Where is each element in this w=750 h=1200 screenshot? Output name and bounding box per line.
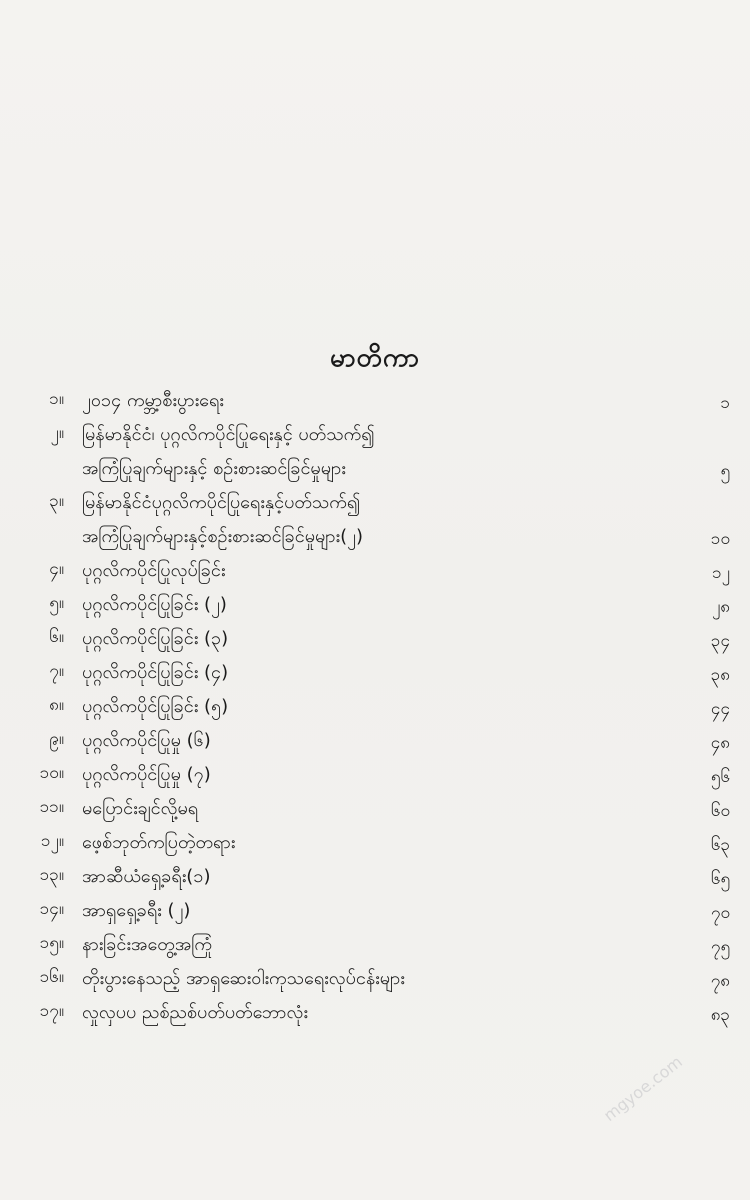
toc-entry-number: ၁၁။: [39, 797, 64, 817]
toc-line: [0, 554, 750, 588]
toc-entry-title: နားခြင်းအတွေ့အကြုံ: [82, 934, 212, 955]
toc-entry-title: ပုဂ္ဂလိကပိုင်ပြုခြင်း (၅): [82, 696, 229, 717]
toc-entry: [0, 690, 750, 724]
toc-entry-number: ၂။: [50, 423, 64, 443]
toc-entry: [0, 656, 750, 690]
toc-entry-number: ၁၀။: [39, 763, 64, 783]
toc-entry-title: မြန်မာနိုင်ငံ၊ ပုဂ္ဂလိကပိုင်ပြုရေးနှင့် ပတ်သက်၍: [82, 424, 375, 445]
toc-entry-title: အာဆီယံရှေ့ခရီး(၁): [82, 866, 211, 887]
toc-entry-title: ပုဂ္ဂလိကပိုင်ပြုခြင်း (၄): [82, 662, 229, 683]
toc-line: [0, 826, 750, 860]
toc-line: [0, 962, 750, 996]
toc-entry-title: ပုဂ္ဂလိကပိုင်ပြုခြင်း (၂): [82, 594, 227, 615]
toc-entry-number: ၉။: [49, 729, 64, 749]
toc-entry-page: ၅၆: [710, 767, 730, 787]
toc-entry-number: ၁၃။: [39, 865, 64, 885]
toc-entry: [0, 928, 750, 962]
toc-entry-page: ၃၈: [710, 665, 730, 685]
toc-entry: [0, 486, 750, 554]
toc-entry-page: ၁၂: [712, 563, 730, 583]
toc-entry-page: ၄၈: [710, 733, 730, 753]
toc-entry-number: ၇။: [49, 661, 64, 681]
toc-entry-page: ၃၄: [710, 631, 730, 651]
toc-entry-title: ပုဂ္ဂလိကပိုင်ပြုခြင်း (၃): [82, 628, 229, 649]
toc-line: [0, 622, 750, 656]
toc-entry-number: ၁။: [49, 389, 64, 409]
toc-entry-number: ၁၂။: [40, 831, 64, 851]
toc-line: [0, 792, 750, 826]
toc-line: [0, 894, 750, 928]
toc-entry: [0, 758, 750, 792]
toc-entry-title: အာရှရှေ့ခရီး (၂): [82, 900, 191, 921]
toc-entry-number: ၃။: [49, 491, 64, 511]
toc-entry: [0, 792, 750, 826]
toc-line: [0, 418, 750, 452]
toc-entry-page: ၆၀: [710, 801, 730, 821]
toc-line: [0, 724, 750, 758]
toc-entry: [0, 418, 750, 486]
toc-entry: [0, 860, 750, 894]
toc-entry-page: ၈၃: [710, 1005, 730, 1025]
toc-line: [0, 860, 750, 894]
toc-line: [0, 588, 750, 622]
toc-entry-page: ၆၃: [710, 835, 730, 855]
table-of-contents: [0, 384, 750, 1030]
toc-entry-number: ၁၆။: [39, 967, 64, 987]
toc-line: [0, 996, 750, 1030]
toc-entry-page: ၇၅: [710, 937, 730, 957]
toc-entry: [0, 384, 750, 418]
toc-entry-title: တိုးပွားနေသည့် အာရှဆေးဝါးကုသရေးလုပ်ငန်းများ: [82, 968, 405, 989]
toc-entry-page: ၄၄: [710, 699, 730, 719]
toc-entry-number: ၁၄။: [39, 899, 64, 919]
toc-entry-number: ၁၇။: [39, 1001, 64, 1021]
toc-entry-page: ၁: [720, 393, 730, 413]
toc-entry-title: လှုလှပပ ညစ်ညစ်ပတ်ပတ်ဘောလုံး: [82, 1002, 308, 1023]
toc-line: [0, 384, 750, 418]
toc-entry-page: ၇၀: [710, 903, 730, 923]
toc-entry-number: ၁၅။: [39, 933, 64, 953]
toc-entry-number: ၄။: [49, 559, 64, 579]
toc-entry: [0, 588, 750, 622]
toc-entry: [0, 826, 750, 860]
toc-line: [0, 486, 750, 520]
toc-entry-title: မြန်မာနိုင်ငံပုဂ္ဂလိကပိုင်ပြုရေးနှင့်ပတ်သက်၍: [82, 492, 361, 513]
toc-entry: [0, 622, 750, 656]
toc-entry-number: ၆။: [49, 627, 64, 647]
toc-line: [0, 520, 750, 554]
toc-entry-title: အကြံပြုချက်များနှင့် စဉ်းစားဆင်ခြင်မှုများ: [82, 458, 346, 479]
toc-entry-page: ၅: [720, 461, 730, 481]
toc-entry-title: ပုဂ္ဂလိကပိုင်ပြုမှု (၆): [82, 730, 211, 751]
toc-entry-number: ၈။: [49, 695, 64, 715]
toc-entry-title: ဖေ့စ်ဘုတ်ကပြတဲ့တရား: [82, 832, 236, 853]
toc-entry-page: ၇၈: [710, 971, 730, 991]
toc-entry-title: မပြောင်းချင်လို့မရ: [82, 798, 199, 819]
toc-line: [0, 928, 750, 962]
toc-entry-title: ပုဂ္ဂလိကပိုင်ပြုလုပ်ခြင်း: [82, 560, 226, 581]
toc-entry: [0, 996, 750, 1030]
toc-entry-number: ၅။: [49, 593, 64, 613]
toc-line: [0, 452, 750, 486]
toc-entry-title: ၂၀၁၄ ကမ္ဘာ့စီးပွားရေး: [82, 390, 224, 411]
toc-line: [0, 758, 750, 792]
toc-entry-page: ၆၅: [710, 869, 730, 889]
toc-entry: [0, 962, 750, 996]
toc-entry-title: ပုဂ္ဂလိကပိုင်ပြုမှု (၇): [82, 764, 211, 785]
toc-entry: [0, 894, 750, 928]
toc-entry: [0, 554, 750, 588]
toc-line: [0, 656, 750, 690]
toc-entry-page: ၂၈: [711, 597, 730, 617]
toc-entry-title: အကြံပြုချက်များနှင့်စဉ်းစားဆင်ခြင်မှုများ(၂): [82, 526, 363, 547]
toc-line: [0, 690, 750, 724]
toc-entry-page: ၁၀: [710, 529, 730, 549]
watermark: mgyoe.com: [600, 1052, 686, 1125]
toc-entry: [0, 724, 750, 758]
page-title: မာတိကာ: [330, 343, 420, 373]
